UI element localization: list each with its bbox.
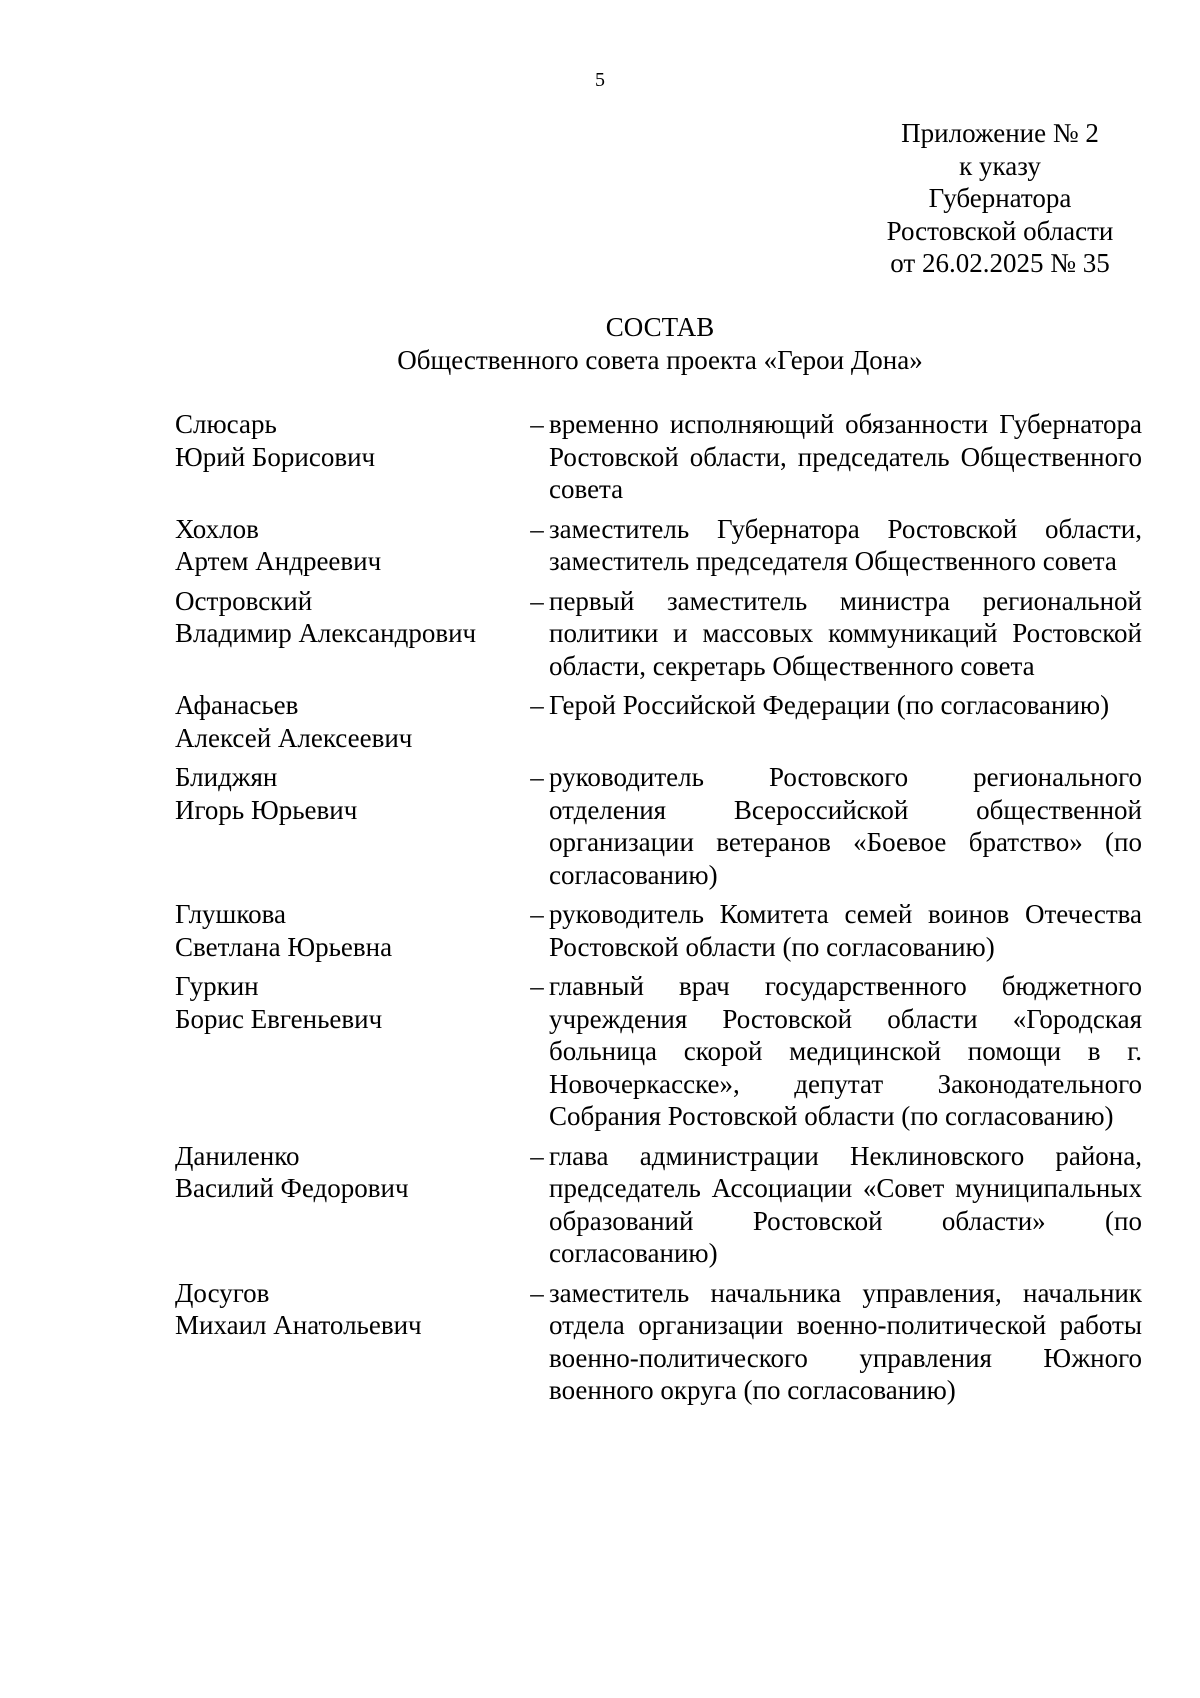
appendix-line: Приложение № 2 [901, 118, 1099, 148]
member-given-names: Игорь Юрьевич [175, 794, 358, 825]
member-given-names: Владимир Александрович [175, 618, 477, 648]
member-given-names: Светлана Юрьевна [175, 931, 393, 962]
member-dash: – [530, 585, 544, 616]
member-given-names: Михаил Анатольевич [175, 1310, 422, 1340]
member-name [175, 513, 525, 578]
member-given-names: Борис Евгеньевич [175, 1003, 383, 1034]
members-list [175, 408, 1142, 1414]
member-dash: – [530, 971, 544, 1001]
member-surname: Досугов [175, 1277, 270, 1308]
member-role: глава администрации Неклиновского района, председатель Ассоциации «Совет муниципальных образований Ростовской области» (по согласованию) [549, 1140, 1142, 1268]
member-surname: Островский [175, 585, 313, 616]
member-role: заместитель Губернатора Ростовской области, заместитель председателя Общественного совета [549, 513, 1142, 576]
member-name [175, 1140, 525, 1205]
member-role: Герой Российской Федерации (по согласованию) [549, 690, 1110, 720]
member-dash: – [530, 1277, 544, 1308]
member-given-names: Артем Андреевич [175, 546, 382, 576]
member-dash: – [530, 762, 544, 792]
member-entry [175, 761, 1142, 891]
member-surname: Глушкова [175, 899, 286, 929]
member-dash: – [530, 513, 544, 544]
member-surname: Слюсарь [175, 409, 277, 439]
member-name [175, 408, 525, 473]
appendix-line: к указу [959, 150, 1041, 181]
member-entry [175, 513, 1142, 578]
member-role: временно исполняющий обязанности Губернатора Ростовской области, председатель Общественного совета [549, 409, 1142, 504]
member-role: руководитель Ростовского регионального отделения Всероссийской общественной организации ветеранов «Боевое братство» (по согласованию) [549, 762, 1142, 890]
member-entry [175, 1277, 1142, 1407]
member-name [175, 689, 525, 754]
member-entry [175, 408, 1142, 506]
member-surname: Афанасьев [175, 690, 299, 720]
member-name [175, 1277, 525, 1342]
member-given-names: Василий Федорович [175, 1173, 409, 1203]
member-role: руководитель Комитета семей воинов Отечества Ростовской области (по согласованию) [549, 899, 1142, 962]
member-given-names: Юрий Борисович [175, 441, 376, 472]
member-given-names: Алексей Алексеевич [175, 722, 413, 753]
appendix-header [830, 117, 1170, 280]
member-dash: – [530, 690, 544, 720]
member-surname: Гуркин [175, 971, 259, 1001]
member-dash: – [530, 1140, 544, 1171]
member-name [175, 585, 525, 650]
appendix-line: Ростовской области [886, 215, 1114, 246]
member-entry [175, 585, 1142, 683]
document-subtitle: Общественного совета проекта «Герои Дона» [397, 345, 923, 375]
appendix-line: Губернатора [928, 183, 1072, 213]
member-name [175, 898, 525, 963]
appendix-line: от 26.02.2025 № 35 [890, 248, 1110, 278]
member-role: заместитель начальника управления, начальник отдела организации военно-политической работы военно-политического управления Южного военного округа (по согласованию) [549, 1277, 1142, 1405]
member-entry [175, 689, 1142, 754]
member-entry [175, 898, 1142, 963]
member-role: первый заместитель министра региональной политики и массовых коммуникаций Ростовской области, секретарь Общественного совета [549, 585, 1142, 681]
member-surname: Блиджян [175, 762, 278, 792]
member-dash: – [530, 409, 544, 439]
page-number: 5 [595, 69, 605, 91]
member-name [175, 761, 525, 826]
member-surname: Хохлов [175, 513, 259, 544]
member-entry [175, 1140, 1142, 1270]
member-entry [175, 970, 1142, 1133]
member-role: главный врач государственного бюджетного учреждения Ростовской области «Городская больница скорой медицинской помощи в г. Новочеркасске», депутат Законодательного Собрания Ростовской области (по согласованию) [549, 971, 1142, 1131]
document-title: СОСТАВ [605, 312, 715, 342]
member-surname: Даниленко [175, 1140, 300, 1171]
member-name [175, 970, 525, 1035]
member-dash: – [530, 899, 544, 929]
